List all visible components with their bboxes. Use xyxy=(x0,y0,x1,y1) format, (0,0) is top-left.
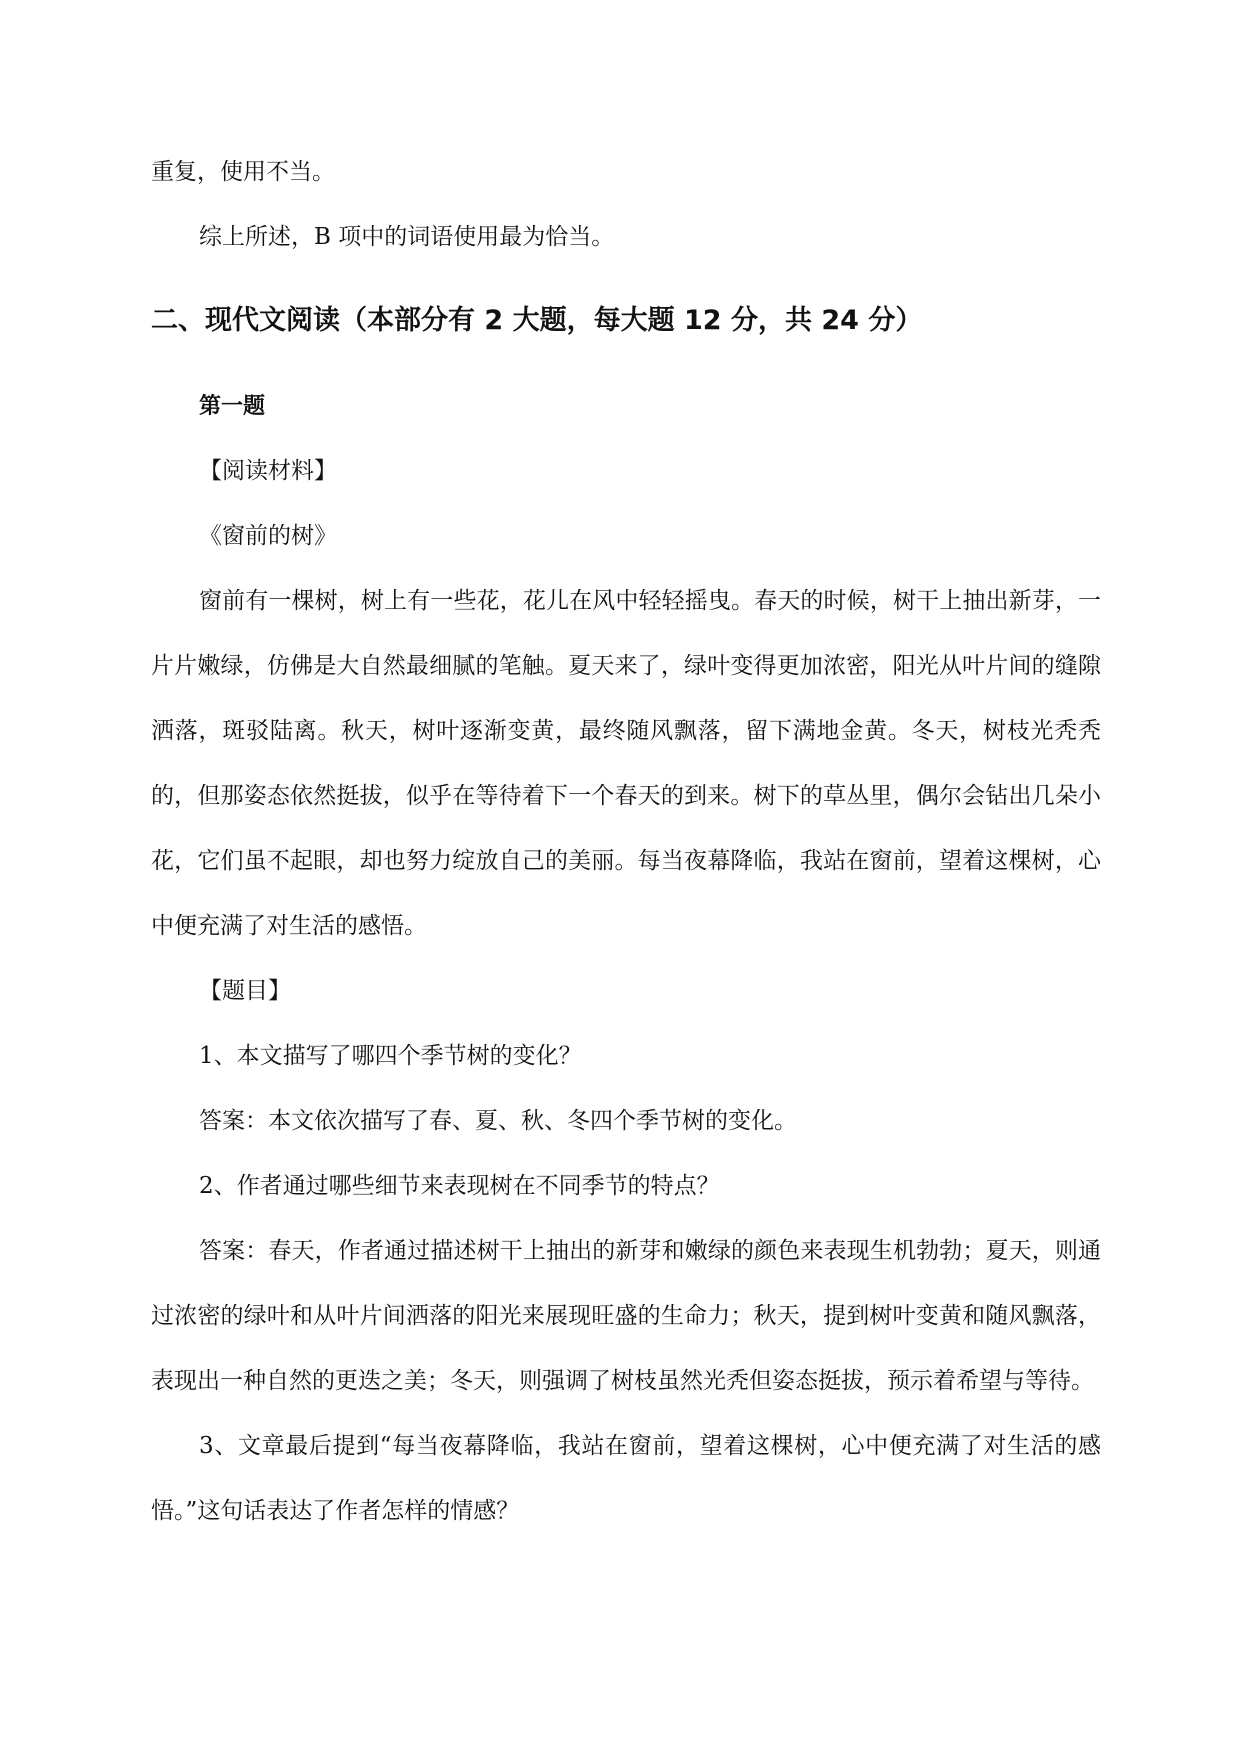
answer-1: 答案：本文依次描写了春、夏、秋、冬四个季节树的变化。 xyxy=(199,1108,797,1134)
question-1: 1、本文描写了哪四个季节树的变化？ xyxy=(199,1043,582,1069)
document-page xyxy=(151,140,1101,1544)
continued-text: 重复，使用不当。 xyxy=(151,159,335,185)
article-body: 窗前有一棵树，树上有一些花，花儿在风中轻轻摇曳。春天的时候，树干上抽出新芽，一片片嫩绿，仿佛是大自然最细腻的笔触。夏天来了，绿叶变得更加浓密，阳光从叶片间的缝隙洒落，斑驳陆离。秋天，树叶逐渐变黄，最终随风飘落，留下满地金黄。冬天，树枝光秃秃的，但那姿态依然挺拔，似乎在等待着下一个春天的到来。树下的草丛里，偶尔会钻出几朵小花，它们虽不起眼，却也努力绽放自己的美丽。每当夜幕降临，我站在窗前，望着这棵树，心中便充满了对生活的感悟。 xyxy=(151,588,1101,939)
question-2: 2、作者通过哪些细节来表现树在不同季节的特点？ xyxy=(199,1173,720,1199)
article-title: 《窗前的树》 xyxy=(199,523,337,549)
question-title: 第一题 xyxy=(199,394,266,419)
section-heading: 二、现代文阅读（本部分有 2 大题，每大题 12 分，共 24 分） xyxy=(151,305,923,336)
questions-label: 【题目】 xyxy=(199,978,291,1004)
summary-text: 综上所述，B 项中的词语使用最为恰当。 xyxy=(199,224,615,250)
answer-2: 答案：春天，作者通过描述树干上抽出的新芽和嫩绿的颜色来表现生机勃勃；夏天，则通过浓密的绿叶和从叶片间洒落的阳光来展现旺盛的生命力；秋天，提到树叶变黄和随风飘落，表现出一种自然的更迭之美；冬天，则强调了树枝虽然光秃但姿态挺拔，预示着希望与等待。 xyxy=(151,1238,1101,1394)
material-label: 【阅读材料】 xyxy=(199,458,337,484)
question-3: 3、文章最后提到“每当夜幕降临，我站在窗前，望着这棵树，心中便充满了对生活的感悟。”这句话表达了作者怎样的情感？ xyxy=(151,1433,1101,1524)
